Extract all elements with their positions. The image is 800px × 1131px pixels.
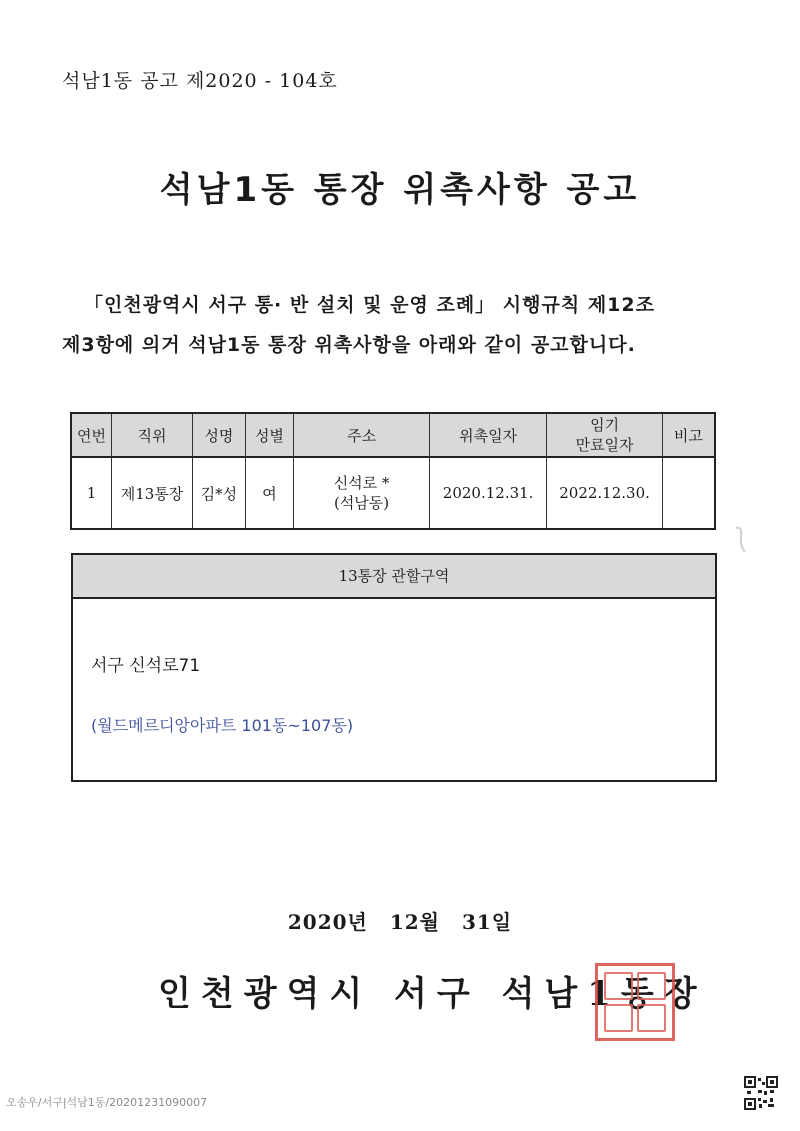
table-row [71, 457, 715, 529]
cell-gender: 여 [245, 457, 294, 529]
cell-address [294, 457, 430, 529]
jurisdiction-box [71, 553, 717, 782]
signer-name: 인천광역시 서구 석남1동장 [158, 974, 707, 1014]
cell-term-end: 2022.12.30. [547, 457, 662, 529]
jurisdiction-heading: 13통장 관할구역 [73, 555, 715, 599]
jurisdiction-apartments: (월드메르디앙아파트 101동~107동) [91, 716, 354, 735]
header-term-line2: 만료일자 [575, 436, 634, 454]
cell-position: 제13통장 [112, 457, 193, 529]
header-gender: 성별 [245, 413, 294, 457]
jurisdiction-address: 서구 신석로71 [91, 656, 201, 676]
header-term [547, 413, 662, 457]
footer-stamp-text: 오송우/서구|석남1동/20201231090007 [6, 1096, 208, 1109]
header-appointed: 위촉일자 [429, 413, 546, 457]
cell-name: 김*성 [193, 457, 246, 529]
body-text-line-2: 제3항에 의거 석남1동 통장 위촉사항을 아래와 같이 공고합니다. [62, 334, 636, 356]
header-remarks: 비고 [662, 413, 715, 457]
cell-remarks [662, 457, 715, 529]
scan-smudge-mark [732, 524, 750, 556]
body-text-line-1: 「인천광역시 서구 통· 반 설치 및 운영 조례」 시행규칙 제12조 [84, 294, 655, 316]
table-header-row [71, 413, 715, 457]
header-name: 성명 [193, 413, 246, 457]
header-no: 연번 [71, 413, 112, 457]
header-position: 직위 [112, 413, 193, 457]
document-number: 석남1동 공고 제2020 - 104호 [62, 70, 338, 92]
cell-address-line2: (석남동) [333, 494, 390, 512]
qr-code-icon [744, 1076, 778, 1110]
header-term-line1: 임기 [590, 416, 620, 434]
notice-date: 2020년 12월 31일 [287, 910, 513, 934]
cell-address-line1: 신석로 * [333, 474, 390, 492]
page-title: 석남1동 통장 위촉사항 공고 [159, 170, 641, 210]
header-address: 주소 [294, 413, 430, 457]
cell-appointed: 2020.12.31. [429, 457, 546, 529]
seal-pattern [602, 970, 668, 1034]
appointment-table [70, 412, 716, 530]
official-seal-stamp [595, 963, 675, 1041]
cell-no: 1 [71, 457, 112, 529]
